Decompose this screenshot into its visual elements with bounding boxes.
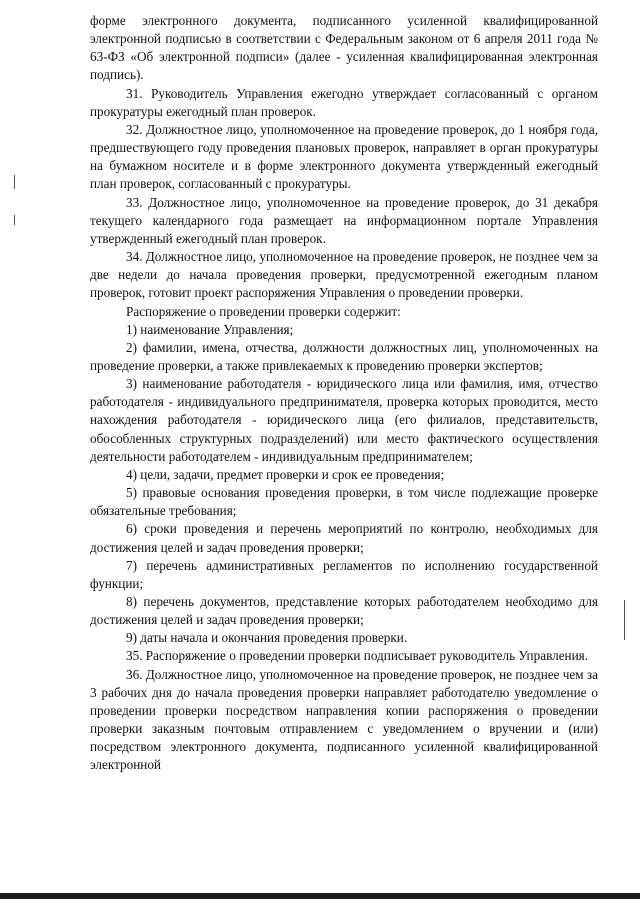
list-item-9: 9) даты начала и окончания проведения проверки. (126, 630, 408, 646)
paragraph-32: 32. Должностное лицо, уполномоченное на проведение проверок, до 1 ноября года, предшествующего году проведения плановых проверок, направляет в орган прокуратуры на бумажном носителе и в форме электронного документа утвержденный ежегодный план проверок, согласованный с прокуратуры. (90, 121, 598, 192)
scan-margin-mark (624, 600, 625, 640)
scan-margin-mark (14, 215, 15, 225)
list-item-5: 5) правовые основания проведения проверки, в том числе подлежащие проверке обязательные требования; (90, 485, 598, 519)
scan-margin-mark (14, 175, 15, 189)
paragraph-36: 36. Должностное лицо, уполномоченное на проведение проверок, не позднее чем за 3 рабочих дня до начала проведения проверки направляет работодателю уведомление о проведении проверки посредством направления копии распоряжения о проведении проверки заказным почтовым отправлением с уведомлением о вручении и (или) посредством электронного документа, подписанного усиленной квалифицированной электронной (90, 666, 598, 773)
scan-bottom-edge (0, 893, 640, 899)
list-item-1: 1) наименование Управления; (126, 321, 294, 337)
list-item-3: 3) наименование работодателя - юридического лица или фамилия, имя, отчество работодателя - индивидуального предпринимателя, проверка которых проводится, место нахождения работодателя - юридического лица (его филиалов, представительств, обособленных структурных подразделений) или место фактического осуществления деятельности работодателем - индивидуальным предпринимателем; (90, 376, 598, 464)
paragraph-33: 33. Должностное лицо, уполномоченное на проведение проверок, до 31 декабря текущего календарного года размещает на информационном портале Управления утвержденный ежегодный план проверок. (90, 194, 598, 246)
list-item-7: 7) перечень административных регламентов по исполнению государственной функции; (90, 557, 598, 591)
paragraph-31: 31. Руководитель Управления ежегодно утверждает согласованный с органом прокуратуры ежегодный план проверок. (90, 85, 598, 119)
paragraph-35: 35. Распоряжение о проведении проверки подписывает руководитель Управления. (126, 648, 589, 664)
list-item-4: 4) цели, задачи, предмет проверки и срок ее проведения; (126, 466, 445, 482)
document-page (90, 12, 598, 775)
list-item-6: 6) сроки проведения и перечень мероприятий по контролю, необходимых для достижения целей и задач проведения проверки; (90, 521, 598, 555)
paragraph-continuation: форме электронного документа, подписанного усиленной квалифицированной электронной подписью в соответствии с Федеральным законом от 6 апреля 2011 года № 63-ФЗ «Об электронной подписи» (далее - усиленная квалифицированная электронная подпись). (90, 13, 598, 83)
paragraph-34: 34. Должностное лицо, уполномоченное на проведение проверок, не позднее чем за две недели до начала проведения проверки, предусмотренной ежегодным планом проверок, готовит проект распоряжения Управления о проведении проверки. (90, 249, 598, 301)
order-contents-intro: Распоряжение о проведении проверки содержит: (126, 303, 401, 319)
list-item-2: 2) фамилии, имена, отчества, должности должностных лиц, уполномоченных на проведение проверки, а также привлекаемых к проведению проверки экспертов; (90, 339, 598, 373)
list-item-8: 8) перечень документов, представление которых работодателем необходимо для достижения целей и задач проведения проверки; (90, 594, 598, 628)
